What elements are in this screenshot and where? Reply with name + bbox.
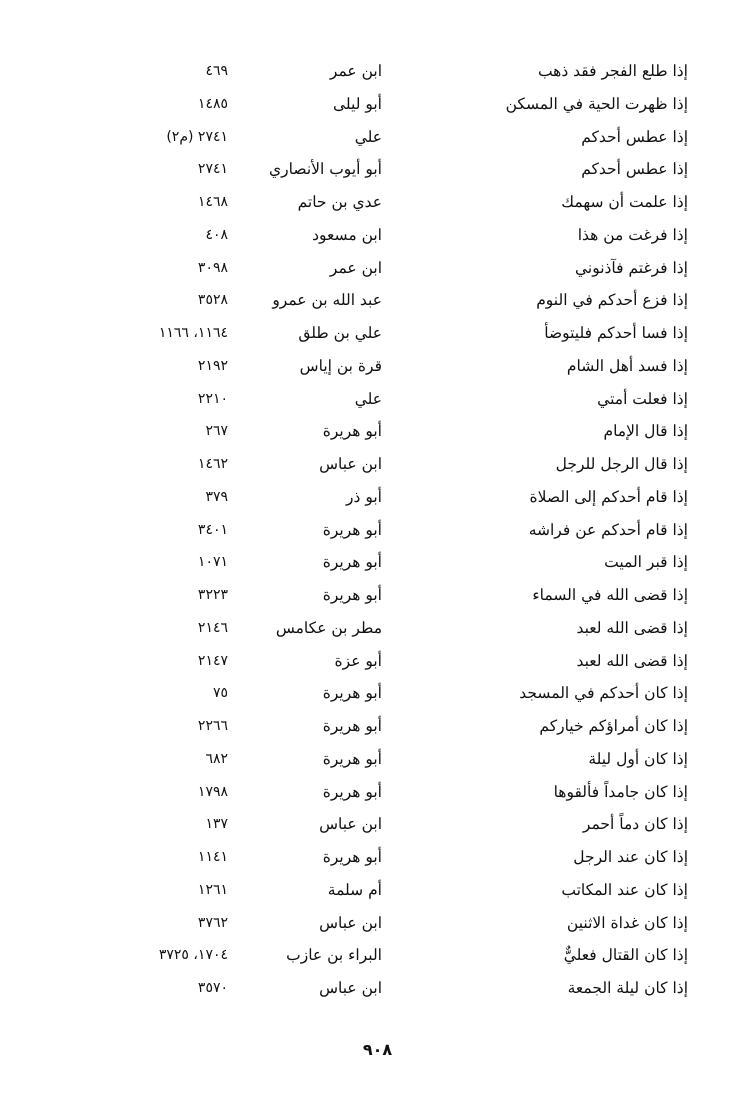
hadith-number: ٣٢٢٣ <box>197 587 228 603</box>
narrator-name: أبو عزة <box>334 651 382 670</box>
hadith-text: إذا عطس أحدكم <box>581 160 688 179</box>
index-row <box>0 743 755 776</box>
hadith-text: إذا فسد أهل الشام <box>566 356 688 375</box>
hadith-text: إذا عطس أحدكم <box>581 127 688 146</box>
narrator-name: علي بن طلق <box>298 324 382 342</box>
index-row <box>0 514 755 547</box>
hadith-number: ٢٧٤١ (م٢) <box>166 128 228 145</box>
hadith-number: ٢٦٧ <box>205 423 228 440</box>
hadith-text: إذا قام أحدكم إلى الصلاة <box>529 487 688 506</box>
index-row <box>0 972 755 1005</box>
index-row <box>0 219 755 252</box>
narrator-name: أبو هريرة <box>322 586 382 604</box>
index-row <box>0 153 755 186</box>
narrator-name: عدي بن حاتم <box>297 193 382 211</box>
index-row <box>0 88 755 121</box>
page-number: ٩٠٨ <box>362 1040 393 1059</box>
index-row <box>0 284 755 317</box>
hadith-number: ٤٠٨ <box>205 226 228 243</box>
narrator-name: مطر بن عكامس <box>275 618 382 637</box>
narrator-name: أبو أيوب الأنصاري <box>269 160 382 179</box>
index-row <box>0 448 755 481</box>
hadith-number: ٢٢٦٦ <box>197 718 228 734</box>
index-row <box>0 415 755 448</box>
hadith-text: إذا كان جامداً فألقوها <box>553 782 688 801</box>
hadith-text: إذا فرغت من هذا <box>577 225 688 244</box>
narrator-name: أبو هريرة <box>322 553 382 572</box>
index-row <box>0 481 755 514</box>
hadith-text: إذا فزع أحدكم في النوم <box>536 291 688 310</box>
narrator-name: علي <box>354 389 382 408</box>
narrator-name: أبو ذر <box>346 487 382 506</box>
hadith-number: ١٤٨٥ <box>197 95 228 112</box>
hadith-text: إذا كان أمراؤكم خياركم <box>539 717 688 735</box>
hadith-text: إذا كان دماً أحمر <box>582 815 688 834</box>
hadith-number: ١١٤١ <box>197 849 228 865</box>
hadith-text: إذا فعلت أمتي <box>597 389 688 408</box>
hadith-number: ١٤٦٢ <box>197 456 228 472</box>
narrator-name: أبو هريرة <box>322 749 382 768</box>
index-row <box>0 841 755 874</box>
index-row <box>0 350 755 383</box>
hadith-text: إذا ظهرت الحية في المسكن <box>505 94 688 113</box>
hadith-text: إذا كان عند المكاتب <box>561 880 688 899</box>
hadith-number: ٣٠٩٨ <box>197 259 228 276</box>
hadith-number: ٣٥٢٨ <box>197 292 228 309</box>
hadith-text: إذا قضى الله لعبد <box>576 651 688 670</box>
hadith-number: ٢١٩٢ <box>197 357 228 374</box>
narrator-name: البراء بن عازب <box>286 946 382 965</box>
narrator-name: ابن عمر <box>329 62 382 80</box>
hadith-number: ١٤٦٨ <box>197 194 228 210</box>
hadith-number: ٢٢١٠ <box>197 390 228 407</box>
hadith-text: إذا فسا أحدكم فليتوضأ <box>544 324 688 342</box>
hadith-number: ١٧٩٨ <box>197 783 228 800</box>
hadith-number: ١٢٦١ <box>197 881 228 898</box>
index-row <box>0 317 755 350</box>
narrator-name: أبو هريرة <box>322 848 382 866</box>
narrator-name: أبو هريرة <box>322 684 382 703</box>
hadith-text: إذا قضى الله لعبد <box>576 618 688 637</box>
index-row <box>0 579 755 612</box>
narrator-name: أبو ليلى <box>332 94 382 113</box>
hadith-text: إذا كان أول ليلة <box>588 749 688 768</box>
narrator-name: ابن عباس <box>319 815 382 834</box>
narrator-name: علي <box>354 127 382 146</box>
hadith-text: إذا كان أحدكم في المسجد <box>519 684 688 703</box>
index-row <box>0 874 755 907</box>
hadith-number: ٤٦٩ <box>205 63 228 79</box>
index-row <box>0 252 755 285</box>
hadith-text: إذا قام أحدكم عن فراشه <box>528 520 688 539</box>
narrator-name: ابن عباس <box>319 979 382 997</box>
hadith-number: ٣٤٠١ <box>197 521 228 538</box>
narrator-name: ابن عمر <box>329 258 382 277</box>
hadith-number: ٢١٤٦ <box>197 619 228 636</box>
index-row <box>0 808 755 841</box>
index-row <box>0 907 755 940</box>
index-row <box>0 645 755 678</box>
narrator-name: ابن عباس <box>319 913 382 932</box>
narrator-name: أم سلمة <box>327 880 382 899</box>
hadith-text: إذا علمت أن سهمك <box>561 193 688 211</box>
narrator-name: أبو هريرة <box>322 782 382 801</box>
hadith-text: إذا كان عند الرجل <box>573 848 688 866</box>
hadith-text: إذا قبر الميت <box>604 553 688 572</box>
hadith-text: إذا طلع الفجر فقد ذهب <box>537 62 688 80</box>
index-row <box>0 121 755 154</box>
hadith-number: ١٧٠٤، ٣٧٢٥ <box>158 947 228 964</box>
hadith-number: ٣٥٧٠ <box>197 980 228 996</box>
hadith-number: ٣٧٦٢ <box>197 914 228 931</box>
narrator-name: عبد الله بن عمرو <box>272 291 382 310</box>
hadith-text: إذا كان ليلة الجمعة <box>567 979 688 997</box>
hadith-number: ٧٥ <box>212 685 228 702</box>
hadith-number: ١٣٧ <box>205 816 228 833</box>
index-row <box>0 939 755 972</box>
hadith-text: إذا قال الرجل للرجل <box>555 455 688 473</box>
narrator-name: أبو هريرة <box>322 520 382 539</box>
hadith-text: إذا قضى الله في السماء <box>532 586 688 604</box>
index-row <box>0 546 755 579</box>
hadith-number: ١٠٧١ <box>197 554 228 571</box>
hadith-text: إذا كان غداة الاثنين <box>566 913 688 932</box>
narrator-name: أبو هريرة <box>322 422 382 441</box>
hadith-text: إذا فرغتم فآذنوني <box>574 258 688 277</box>
index-row <box>0 776 755 809</box>
narrator-name: ابن مسعود <box>312 225 382 244</box>
hadith-number: ٢٧٤١ <box>197 161 228 178</box>
index-row <box>0 710 755 743</box>
index-row <box>0 612 755 645</box>
hadith-number: ٢١٤٧ <box>197 652 228 669</box>
hadith-number: ١١٦٤، ١١٦٦ <box>158 325 228 341</box>
index-row <box>0 383 755 416</box>
hadith-index-table <box>0 55 755 1005</box>
hadith-text: إذا قال الإمام <box>603 422 688 441</box>
narrator-name: ابن عباس <box>319 455 382 473</box>
index-row <box>0 55 755 88</box>
hadith-number: ٦٨٢ <box>205 750 228 767</box>
hadith-number: ٣٧٩ <box>205 488 228 505</box>
index-row <box>0 186 755 219</box>
narrator-name: أبو هريرة <box>322 717 382 735</box>
index-row <box>0 677 755 710</box>
hadith-text: إذا كان القتال فعليٌّ <box>563 946 688 965</box>
narrator-name: قرة بن إياس <box>299 356 382 375</box>
